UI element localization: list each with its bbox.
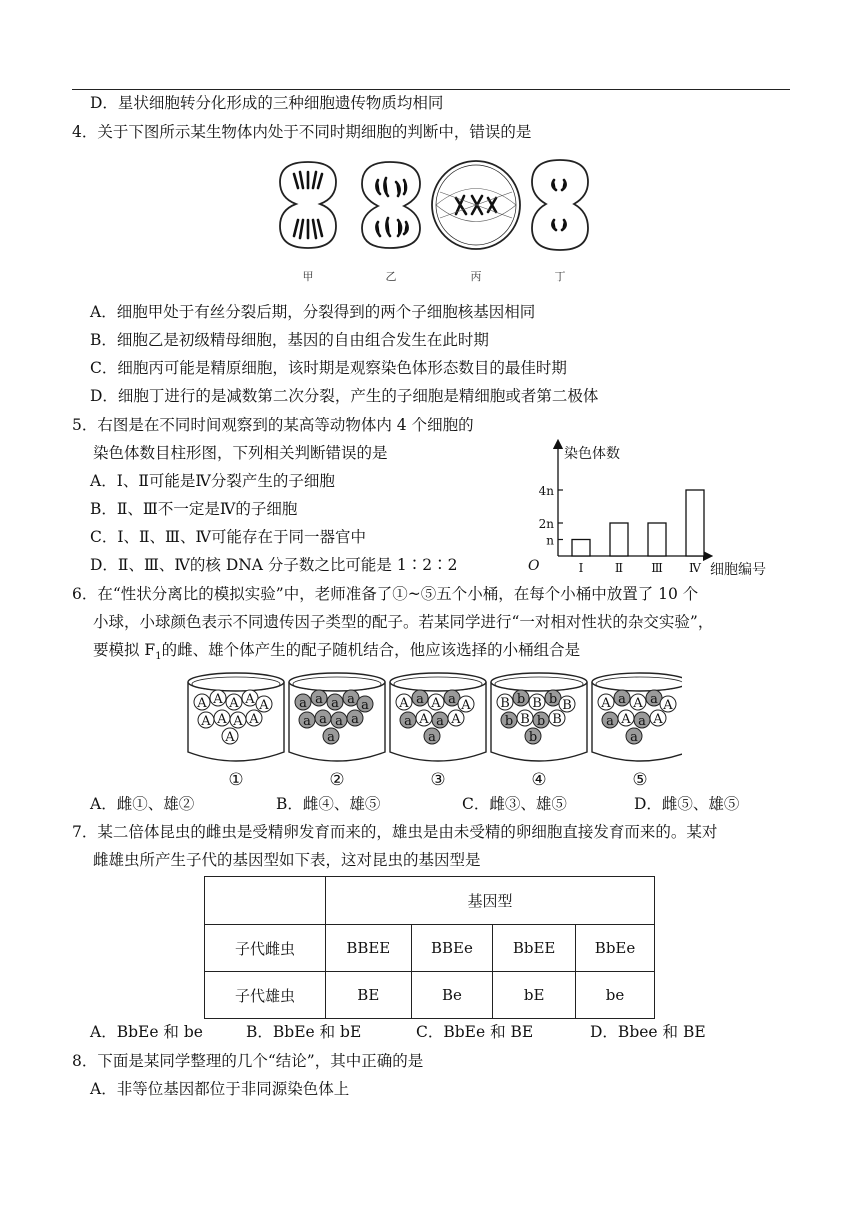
q6-line1: 6．在“性状分离比的模拟实验”中，老师准备了①~⑤五个小桶，在每个小桶中放置了 10 个 [72,585,699,603]
ball-label: A [197,696,207,711]
ball-label: A [419,712,429,727]
ball-label: b [504,714,514,729]
q5-option-a: A．Ⅰ、Ⅱ可能是Ⅳ分裂产生的子细胞 [90,472,335,490]
q4-option-b: B．细胞乙是初级精母细胞，基因的自由组合发生在此时期 [90,331,489,349]
ball-label: a [303,714,311,729]
q7-line1: 7．某二倍体昆虫的雌虫是受精卵发育而来的，雄虫是由未受精的卵细胞直接发育而来的。某对 [72,823,718,841]
bucket-1 [188,673,284,790]
q6-line2: 小球，小球颜色表示不同遗传因子类型的配子。若某同学进行“一对相对性状的杂交实验”， [93,613,714,631]
ball-label: a [327,730,335,745]
ball-label: a [606,714,614,729]
ball-label: a [428,730,436,745]
ball-label: a [315,692,323,707]
ball-label: B [552,712,562,727]
ball-label: B [532,696,542,711]
q6-bucket-figure [182,668,682,790]
q4-cell-figure [270,152,610,286]
ball-label: a [448,692,456,707]
ball-label: a [361,698,369,713]
q6-line3 [93,640,580,667]
ball-label: A [663,698,673,713]
row-label: 子代雌虫 [205,925,326,972]
ball-label: A [601,696,611,711]
bucket-label: ③ [430,770,446,790]
q7-option-c: C．BbEe 和 BE [416,1023,534,1041]
ball-label: A [249,712,259,727]
ball-label: a [650,692,658,707]
bar-4 [686,490,704,556]
x-tick-label: Ⅳ [689,561,701,575]
x-tick-label: Ⅱ [614,561,624,575]
x-tick-label: Ⅲ [651,561,663,575]
ball-label: A [229,696,239,711]
bucket-5 [592,673,682,790]
ball-label: b [536,714,546,729]
ball-label: A [217,712,227,727]
table-corner [205,877,326,925]
table-row-male [205,972,655,1019]
bucket-2 [289,673,385,790]
cell-label-ding: 丁 [554,270,566,283]
bucket-label: ④ [531,770,547,790]
y-tick-label: 2n [538,517,554,531]
ball-label: b [548,692,558,707]
q5-stem-line1: 5．右图是在不同时间观察到的某高等动物体内 4 个细胞的 [72,416,474,434]
q6-line3-sub: 1 [155,651,162,663]
ball-label: A [213,692,223,707]
ball-label: A [201,714,211,729]
ball-label: a [299,696,307,711]
ball-label: A [399,696,409,711]
q8-stem: 8．下面是某同学整理的几个“结论”，其中正确的是 [72,1052,424,1070]
q7-option-b: B．BbEe 和 bE [246,1023,362,1041]
y-tick-label: n [546,533,554,548]
table-cell: BbEe [576,925,655,972]
cell-label-jia: 甲 [302,270,314,283]
q7-genotype-table [204,876,655,1019]
q5-stem-line2: 染色体数目柱形图，下列相关判断错误的是 [93,444,388,462]
ball-label: a [630,730,638,745]
q4-option-c: C．细胞丙可能是精原细胞，该时期是观察染色体形态数目的最佳时期 [90,359,567,377]
x-axis-label: 细胞编号 [710,562,766,578]
ball-label: A [621,712,631,727]
q6-option-c: C．雌③、雄⑤ [462,795,567,813]
ball-label: A [245,692,255,707]
q7-option-d: D．Bbee 和 BE [590,1023,706,1041]
q7-option-a: A．BbEe 和 be [90,1023,203,1041]
ball-label: B [500,696,510,711]
origin-label: O [528,558,540,574]
bucket-4 [491,673,587,790]
q6-line3-pre: 要模拟 F [93,641,156,659]
bar-3 [648,523,666,556]
bucket-3 [390,673,486,790]
q6-line3-post: 的雌、雄个体产生的配子随机结合，他应该选择的小桶组合是 [161,641,581,659]
table-cell: Be [411,972,493,1019]
ball-label: A [233,714,243,729]
q5-option-c: C．Ⅰ、Ⅱ、Ⅲ、Ⅳ可能存在于同一器官中 [90,528,366,546]
cell-ding-outline [532,160,588,250]
q3-option-d: D．星状细胞转分化形成的三种细胞遗传物质均相同 [90,94,444,112]
q4-option-a: A．细胞甲处于有丝分裂后期，分裂得到的两个子细胞核基因相同 [90,303,536,321]
cell-label-yi: 乙 [385,270,397,283]
q5-bar-chart [522,438,780,580]
ball-label: a [335,714,343,729]
ball-label: A [225,730,235,745]
cell-label-bing: 丙 [470,270,482,283]
ball-label: a [416,692,424,707]
ball-label: A [633,696,643,711]
q4-stem: 4．关于下图所示某生物体内处于不同时期细胞的判断中，错误的是 [72,123,532,141]
ball-label: b [528,730,538,745]
ball-label: a [436,714,444,729]
x-tick-label: Ⅰ [578,561,584,575]
ball-label: a [319,712,327,727]
table-header: 基因型 [326,877,655,925]
ball-label: a [347,692,355,707]
q7-line2: 雌雄虫所产生子代的基因型如下表，这对昆虫的基因型是 [93,851,481,869]
ball-label: A [431,696,441,711]
ball-label: A [653,712,663,727]
table-cell: BBEe [411,925,493,972]
ball-label: a [638,714,646,729]
ball-label: A [259,698,269,713]
cell-yi-outline [362,162,420,248]
ball-label: A [461,698,471,713]
bucket-label: ② [329,770,345,790]
ball-label: a [331,696,339,711]
y-axis-label: 染色体数 [564,446,620,462]
table-cell: BE [326,972,412,1019]
ball-label: B [520,712,530,727]
table-cell: bE [493,972,576,1019]
table-cell: BBEE [326,925,412,972]
table-cell: be [576,972,655,1019]
ball-label: a [404,714,412,729]
header-rule [72,89,790,90]
q5-option-b: B．Ⅱ、Ⅲ不一定是Ⅳ的子细胞 [90,500,298,518]
row-label: 子代雄虫 [205,972,326,1019]
bucket-label: ① [228,770,244,790]
q4-option-d: D．细胞丁进行的是减数第二次分裂，产生的子细胞是精细胞或者第二极体 [90,387,599,405]
ball-label: A [451,712,461,727]
q5-option-d: D．Ⅱ、Ⅲ、Ⅳ的核 DNA 分子数之比可能是 1∶2∶2 [90,556,458,574]
y-tick-label: 4n [538,484,554,498]
ball-label: b [516,692,526,707]
q8-option-a: A．非等位基因都位于非同源染色体上 [90,1080,350,1098]
table-row-female [205,925,655,972]
bucket-label: ⑤ [632,770,648,790]
bar-1 [572,540,590,557]
ball-label: B [562,698,572,713]
q6-option-b: B．雌④、雄⑤ [276,795,381,813]
q6-option-d: D．雌⑤、雄⑤ [634,795,740,813]
ball-label: a [618,692,626,707]
table-cell: BbEE [493,925,576,972]
q6-option-a: A．雌①、雄② [90,795,195,813]
ball-label: a [351,712,359,727]
bar-2 [610,523,628,556]
